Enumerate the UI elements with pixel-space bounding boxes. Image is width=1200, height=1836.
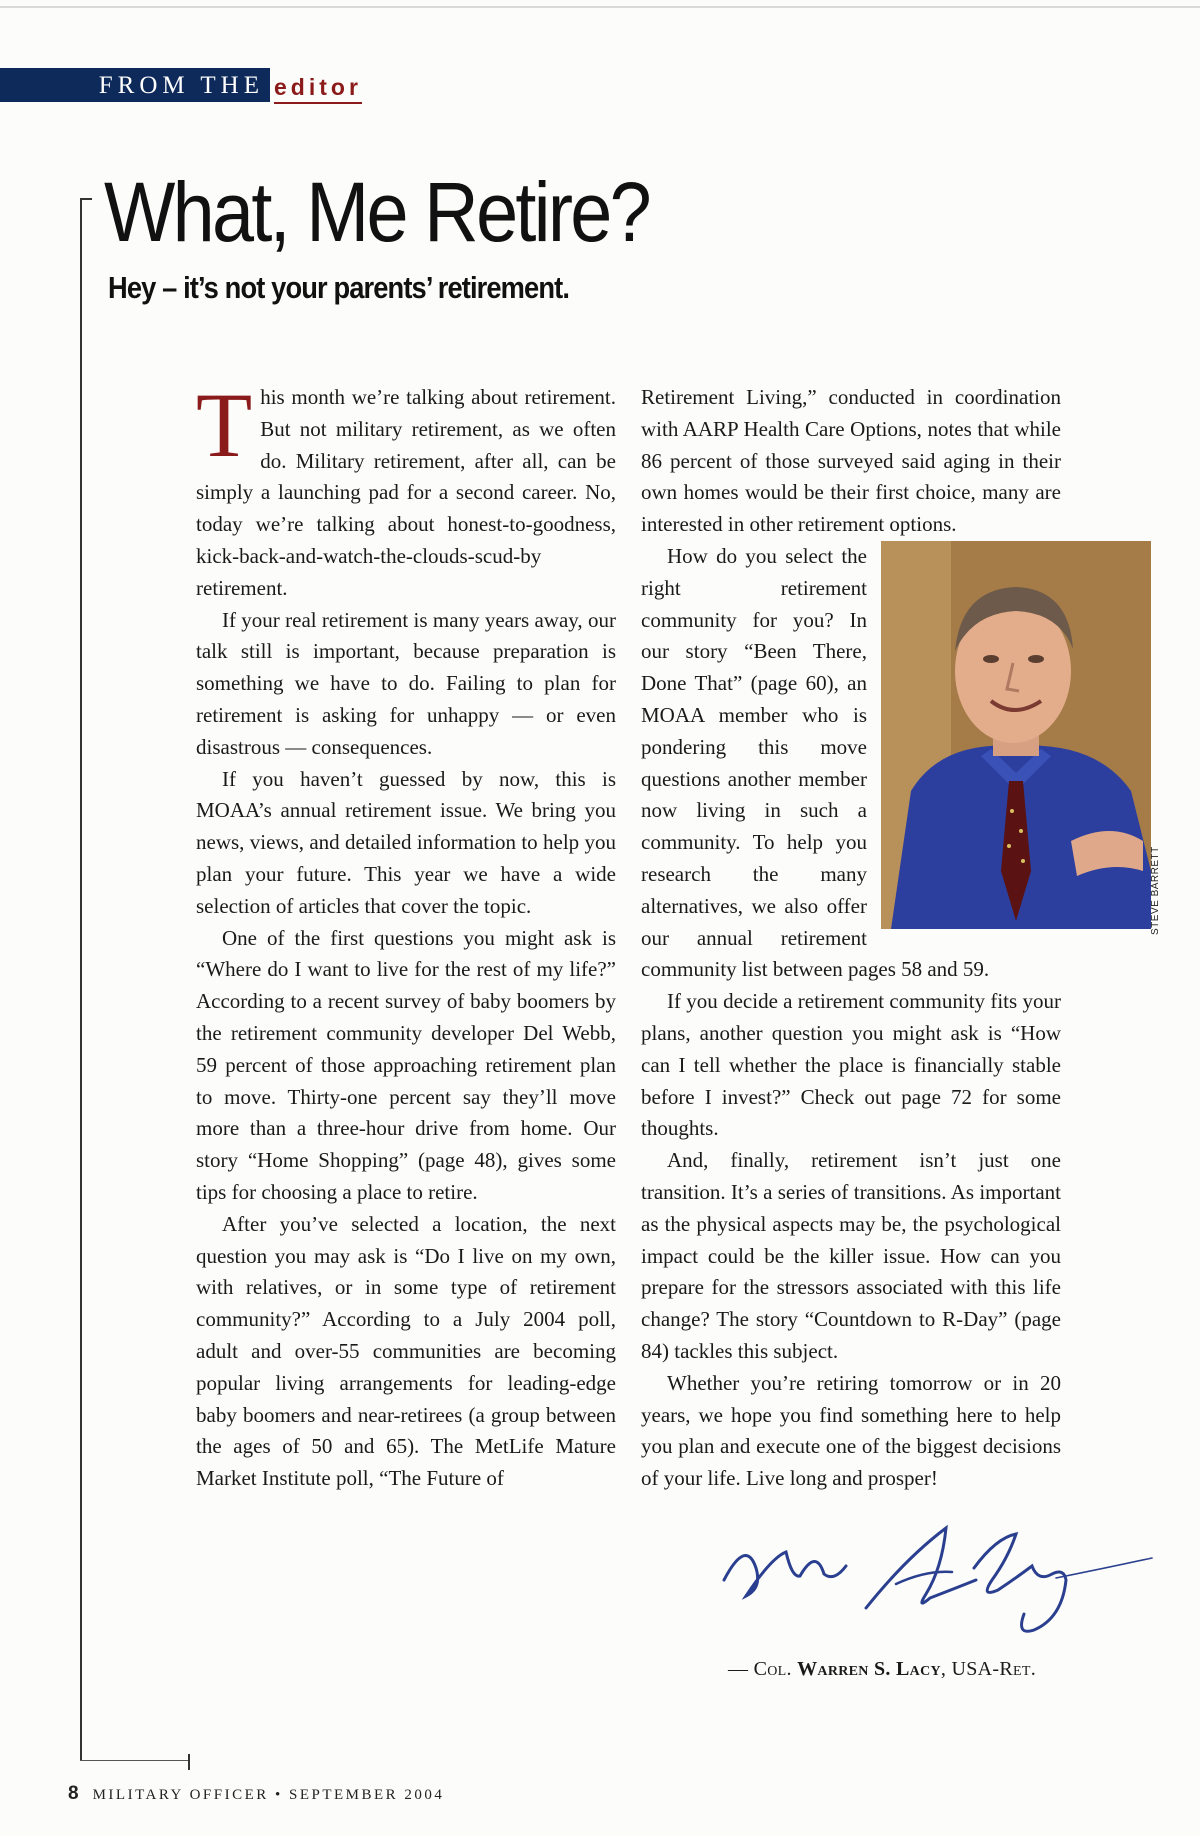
frame-vertical-rule: [80, 198, 82, 1760]
section-label-from-the: FROM THE: [0, 68, 270, 102]
handwritten-signature: [716, 1518, 1156, 1638]
page-footer: [68, 1783, 444, 1805]
drop-cap: T: [196, 374, 253, 476]
paragraph-1: [196, 374, 616, 605]
article-title: What, Me Retire?: [104, 165, 649, 259]
frame-corner-rule: [80, 198, 92, 200]
paragraph-5: After you’ve selected a location, the next question you may ask is “Do I live on my own, with relatives, or in some type of retirement community?” According to a July 2004 poll, adult and over-55 communities are becoming popular living arrangements for leading-edge baby boomers and near-retirees (a group between the ages of 50 and 65). The MetLife Mature Market Institute poll, “The Future of: [196, 1211, 616, 1491]
paragraph-7: If you decide a retirement community fits your plans, another question you might ask is “How can I tell whether the place is financially stable before I invest?” Check out page 72 for some thoughts.: [641, 989, 1061, 1141]
article-subtitle: Hey – it’s not your parents’ retirement.: [108, 270, 570, 305]
paragraph-1-text: his month we’re talking about retirement. But not military retirement, as we often do. Military retirement, after all, can be simply a launching pad for a second career. No, today we’re talking about honest-to-goodness, kick-back-and-watch-the-clouds-scud-by retirement.: [196, 385, 616, 600]
paragraph-8: And, finally, retirement isn’t just one transition. It’s a series of transitions. As important as the physical aspects may be, the psychological impact could be the killer issue. How can you prepare for the stressors associated with this life change? The story “Countdown to R-Day” (page 84) tackles this subject.: [641, 1148, 1061, 1363]
column-right: [641, 382, 1061, 1495]
editor-portrait-photo: [881, 541, 1151, 929]
author-suffix: USA-Ret.: [951, 1658, 1037, 1680]
publication-line: MILITARY OFFICER • SEPTEMBER 2004: [92, 1787, 445, 1803]
frame-bottom-tick: [188, 1754, 190, 1770]
editor-photo-frame: [881, 541, 1151, 929]
top-rule: [0, 6, 1200, 8]
column-left: [196, 374, 616, 1495]
photo-credit: STEVE BARRETT: [1150, 846, 1161, 935]
paragraph-3: If you haven’t guessed by now, this is MOAA’s annual retirement issue. We bring you news, views, and detailed information to help you plan your future. This year we have a wide selection of articles that cover the topic.: [196, 766, 616, 918]
paragraph-2: If your real retirement is many years away, our talk still is important, because preparation is something we have to do. Failing to plan for retirement is asking for unhappy — or even disastrous — consequences.: [196, 607, 616, 759]
paragraph-5-continued: Retirement Living,” conducted in coordination with AARP Health Care Options, notes that while 86 percent of those surveyed said aging in their own homes would be their first choice, many are interested in other retirement options.: [641, 385, 1061, 537]
paragraph-6: [641, 541, 1061, 986]
section-label-editor: editor: [274, 68, 362, 104]
author-name: Warren S. Lacy: [797, 1658, 941, 1680]
paragraph-9: Whether you’re retiring tomorrow or in 20 years, we hope you find something here to help you plan and execute one of the biggest decisions of your life. Live long and prosper!: [641, 1370, 1061, 1491]
paragraph-4: One of the first questions you might ask is “Where do I want to live for the rest of my life?” According to a recent survey of baby boomers by the retirement community developer Del Webb, 59 percent of those approaching retirement plan to move. Thirty-one percent say they’ll move more than a three-hour drive from home. Our story “Home Shopping” (page 48), gives some tips for choosing a place to retire.: [196, 925, 616, 1204]
author-sign-off: — Col. Warren S. Lacy, USA-Ret.: [728, 1658, 1037, 1680]
page-number: 8: [68, 1783, 79, 1804]
sign-off-dash: —: [728, 1658, 754, 1680]
author-rank: Col.: [753, 1658, 792, 1680]
paragraph-6-text: How do you select the right retirement community for you? In our story “Been There, Done That” (page 60), an MOAA member who is pondering this move questions another member now living in such a community. To help you research the many alternatives, we also offer our annual retirement community list between pages 58 and 59.: [641, 543, 990, 982]
frame-bottom-rule: [80, 1760, 190, 1761]
